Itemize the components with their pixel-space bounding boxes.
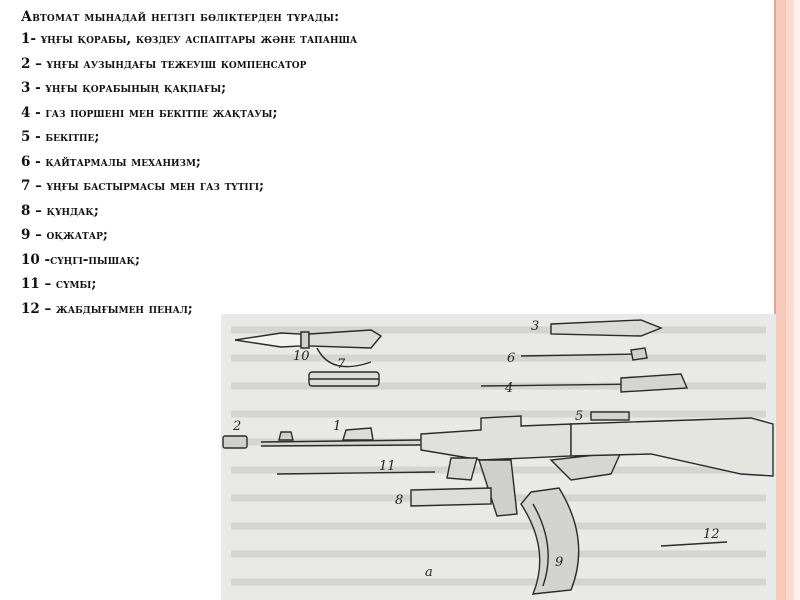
parts-list [21, 32, 761, 316]
part-item: 11 – сүмбі; [21, 276, 97, 292]
part-item: 12 – жабдығымен пенал; [21, 300, 193, 317]
part-item: 4 - газ поршені мен бекітпе жақтауы; [21, 104, 278, 121]
figure-label: а [425, 565, 433, 580]
decor-stripe [776, 0, 786, 600]
figure-label: 3 [531, 319, 540, 334]
figure-label: 1 [333, 419, 342, 434]
part-item: 10 -сүңгі-пышақ; [21, 251, 140, 268]
gas-tube-part [309, 372, 379, 386]
figure-label: 2 [233, 419, 242, 434]
figure-label: 11 [379, 459, 396, 474]
slide-title: Автомат мынадай негізгі бөліктерден тұрады: [21, 9, 340, 25]
part-item: 3 - ұңғы қорабының қақпағы; [21, 80, 227, 96]
figure-label: 10 [293, 349, 310, 364]
decor-stripe [786, 0, 794, 600]
accessory-case-part [661, 542, 727, 546]
part-item: 8 – құндақ; [21, 202, 99, 219]
bolt-part [591, 412, 629, 420]
figure-label: 5 [575, 409, 584, 424]
figure-label: 6 [507, 351, 516, 366]
handguard-part [411, 488, 491, 506]
figure-label: 4 [505, 381, 514, 396]
part-item: 2 – ұңғы аузындағы тежеуіш компенсатор [21, 55, 307, 72]
slide-text [21, 10, 761, 326]
part-item: 5 - бекітпе; [21, 129, 100, 145]
figure-label: 12 [703, 527, 720, 542]
muzzle-brake-part [223, 436, 247, 448]
decor-stripe [794, 0, 800, 600]
figure-label: 8 [395, 493, 404, 508]
part-item: 6 - қайтармалы механизм; [21, 153, 201, 170]
receiver-cover-part [551, 320, 661, 336]
part-item: 7 – ұңғы бастырмасы мен газ түтігі; [21, 178, 265, 194]
figure-label: 9 [555, 555, 564, 570]
part-item: 9 – оқжатар; [21, 227, 108, 243]
magazine-part [521, 488, 579, 594]
rifle-parts-illustration [221, 314, 776, 600]
figure-label: 7 [337, 357, 346, 372]
rifle-diagram [221, 314, 776, 600]
part-item: 1- ұңғы қорабы, көздеу аспаптары және тапанша [21, 31, 358, 47]
